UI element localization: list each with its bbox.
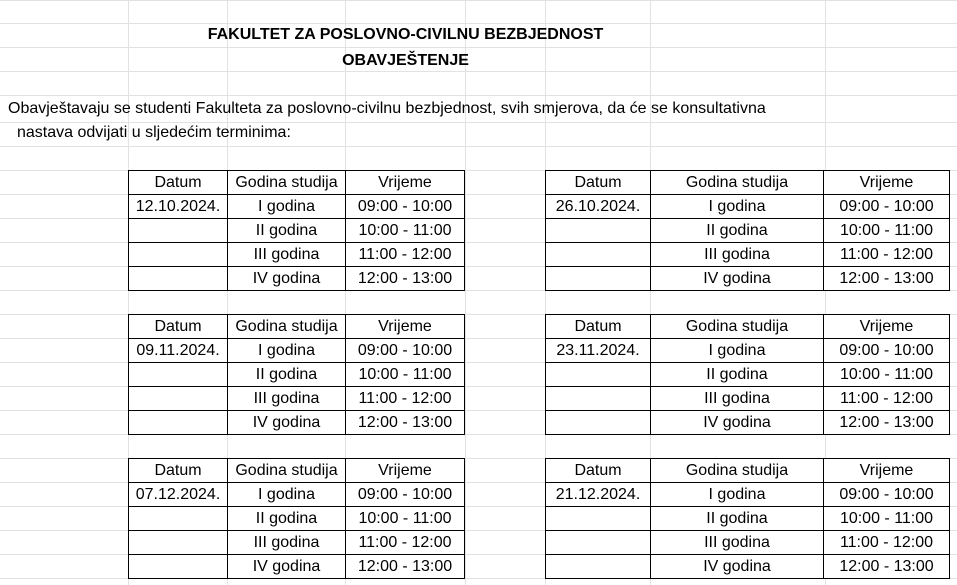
date-cell[interactable] xyxy=(129,507,228,531)
date-cell[interactable] xyxy=(129,243,228,267)
header-year[interactable]: Godina studija xyxy=(228,315,346,339)
schedule-row xyxy=(129,267,465,291)
year-cell[interactable]: III godina xyxy=(228,387,346,411)
date-cell[interactable]: 12.10.2024. xyxy=(129,195,228,219)
year-cell[interactable]: II godina xyxy=(651,219,824,243)
time-cell[interactable]: 09:00 - 10:00 xyxy=(824,195,950,219)
date-cell[interactable] xyxy=(546,411,651,435)
schedule-row xyxy=(129,531,465,555)
date-cell[interactable] xyxy=(546,219,651,243)
schedule-row xyxy=(129,507,465,531)
page-title: FAKULTET ZA POSLOVNO-CIVILNU BEZBJEDNOST xyxy=(207,26,604,43)
schedule-row xyxy=(546,387,950,411)
date-cell[interactable] xyxy=(129,555,228,579)
schedule-table xyxy=(128,458,465,579)
intro-text-line-2: nastava odvijati u sljedećim terminima: xyxy=(17,124,291,141)
time-cell[interactable]: 11:00 - 12:00 xyxy=(346,387,465,411)
year-cell[interactable]: I godina xyxy=(228,339,346,363)
header-date[interactable]: Datum xyxy=(129,171,228,195)
schedule-row xyxy=(129,243,465,267)
time-cell[interactable]: 09:00 - 10:00 xyxy=(824,339,950,363)
year-cell[interactable]: IV godina xyxy=(651,555,824,579)
header-time[interactable]: Vrijeme xyxy=(346,459,465,483)
year-cell[interactable]: III godina xyxy=(651,387,824,411)
header-date[interactable]: Datum xyxy=(546,315,651,339)
year-cell[interactable]: I godina xyxy=(651,195,824,219)
date-cell[interactable]: 09.11.2024. xyxy=(129,339,228,363)
header-date[interactable]: Datum xyxy=(546,171,651,195)
date-cell[interactable]: 07.12.2024. xyxy=(129,483,228,507)
schedule-row xyxy=(546,195,950,219)
schedule-row xyxy=(129,411,465,435)
year-cell[interactable]: I godina xyxy=(651,339,824,363)
header-year[interactable]: Godina studija xyxy=(651,171,824,195)
year-cell[interactable]: III godina xyxy=(228,531,346,555)
time-cell[interactable]: 10:00 - 11:00 xyxy=(346,507,465,531)
date-cell[interactable] xyxy=(546,387,651,411)
page-subtitle: OBAVJEŠTENJE xyxy=(342,52,469,69)
year-cell[interactable]: IV godina xyxy=(228,267,346,291)
time-cell[interactable]: 10:00 - 11:00 xyxy=(824,219,950,243)
schedule-row xyxy=(546,555,950,579)
schedule-row xyxy=(546,363,950,387)
header-time[interactable]: Vrijeme xyxy=(346,315,465,339)
schedule-header-row xyxy=(546,315,950,339)
date-cell[interactable] xyxy=(129,363,228,387)
date-cell[interactable] xyxy=(546,363,651,387)
time-cell[interactable]: 09:00 - 10:00 xyxy=(346,483,465,507)
time-cell[interactable]: 11:00 - 12:00 xyxy=(824,243,950,267)
schedule-row xyxy=(129,339,465,363)
date-cell[interactable] xyxy=(546,267,651,291)
header-date[interactable]: Datum xyxy=(546,459,651,483)
time-cell[interactable]: 10:00 - 11:00 xyxy=(824,363,950,387)
schedule-table xyxy=(545,170,950,291)
header-date[interactable]: Datum xyxy=(129,459,228,483)
year-cell[interactable]: III godina xyxy=(651,531,824,555)
year-cell[interactable]: IV godina xyxy=(651,267,824,291)
year-cell[interactable]: II godina xyxy=(228,507,346,531)
year-cell[interactable]: I godina xyxy=(228,195,346,219)
schedule-header-row xyxy=(129,171,465,195)
schedule-row xyxy=(546,219,950,243)
schedule-row xyxy=(546,531,950,555)
date-cell[interactable] xyxy=(129,219,228,243)
date-cell[interactable] xyxy=(546,507,651,531)
schedule-row xyxy=(546,267,950,291)
header-year[interactable]: Godina studija xyxy=(228,459,346,483)
date-cell[interactable]: 23.11.2024. xyxy=(546,339,651,363)
year-cell[interactable]: II godina xyxy=(228,363,346,387)
schedule-row xyxy=(546,483,950,507)
schedule-row xyxy=(129,555,465,579)
header-year[interactable]: Godina studija xyxy=(651,315,824,339)
time-cell[interactable]: 11:00 - 12:00 xyxy=(824,387,950,411)
schedule-table xyxy=(545,314,950,435)
date-cell[interactable] xyxy=(129,531,228,555)
time-cell[interactable]: 12:00 - 13:00 xyxy=(824,555,950,579)
schedule-header-row xyxy=(129,459,465,483)
schedule-row xyxy=(546,507,950,531)
schedule-header-row xyxy=(129,315,465,339)
time-cell[interactable]: 09:00 - 10:00 xyxy=(346,339,465,363)
date-cell[interactable] xyxy=(129,387,228,411)
schedule-table xyxy=(545,458,950,579)
year-cell[interactable]: IV godina xyxy=(228,555,346,579)
time-cell[interactable]: 12:00 - 13:00 xyxy=(346,267,465,291)
time-cell[interactable]: 11:00 - 12:00 xyxy=(824,531,950,555)
year-cell[interactable]: III godina xyxy=(651,243,824,267)
schedule-header-row xyxy=(546,171,950,195)
schedule-row xyxy=(546,339,950,363)
year-cell[interactable]: IV godina xyxy=(651,411,824,435)
year-cell[interactable]: I godina xyxy=(651,483,824,507)
header-time[interactable]: Vrijeme xyxy=(824,315,950,339)
time-cell[interactable]: 09:00 - 10:00 xyxy=(346,195,465,219)
year-cell[interactable]: II godina xyxy=(651,507,824,531)
schedule-row xyxy=(129,387,465,411)
time-cell[interactable]: 10:00 - 11:00 xyxy=(824,507,950,531)
time-cell[interactable]: 12:00 - 13:00 xyxy=(824,411,950,435)
intro-text-line-1: Obavještavaju se studenti Fakulteta za poslovno-civilnu bezbjednost, svih smjerova, da će se konsultativna xyxy=(8,100,766,117)
year-cell[interactable]: IV godina xyxy=(228,411,346,435)
schedule-table xyxy=(128,314,465,435)
time-cell[interactable]: 09:00 - 10:00 xyxy=(824,483,950,507)
date-cell[interactable] xyxy=(129,411,228,435)
schedule-header-row xyxy=(546,459,950,483)
schedule-table xyxy=(128,170,465,291)
time-cell[interactable]: 10:00 - 11:00 xyxy=(346,219,465,243)
header-date[interactable]: Datum xyxy=(129,315,228,339)
time-cell[interactable]: 12:00 - 13:00 xyxy=(824,267,950,291)
time-cell[interactable]: 12:00 - 13:00 xyxy=(346,411,465,435)
header-year[interactable]: Godina studija xyxy=(228,171,346,195)
schedule-row xyxy=(129,219,465,243)
header-year[interactable]: Godina studija xyxy=(651,459,824,483)
header-time[interactable]: Vrijeme xyxy=(346,171,465,195)
date-cell[interactable] xyxy=(546,555,651,579)
time-cell[interactable]: 10:00 - 11:00 xyxy=(346,363,465,387)
year-cell[interactable]: III godina xyxy=(228,243,346,267)
date-cell[interactable]: 26.10.2024. xyxy=(546,195,651,219)
year-cell[interactable]: I godina xyxy=(228,483,346,507)
date-cell[interactable] xyxy=(129,267,228,291)
header-time[interactable]: Vrijeme xyxy=(824,459,950,483)
date-cell[interactable]: 21.12.2024. xyxy=(546,483,651,507)
date-cell[interactable] xyxy=(546,531,651,555)
year-cell[interactable]: II godina xyxy=(651,363,824,387)
time-cell[interactable]: 11:00 - 12:00 xyxy=(346,531,465,555)
time-cell[interactable]: 12:00 - 13:00 xyxy=(346,555,465,579)
schedule-row xyxy=(129,363,465,387)
date-cell[interactable] xyxy=(546,243,651,267)
schedule-row xyxy=(546,411,950,435)
header-time[interactable]: Vrijeme xyxy=(824,171,950,195)
year-cell[interactable]: II godina xyxy=(228,219,346,243)
schedule-row xyxy=(129,195,465,219)
schedule-row xyxy=(129,483,465,507)
schedule-row xyxy=(546,243,950,267)
time-cell[interactable]: 11:00 - 12:00 xyxy=(346,243,465,267)
